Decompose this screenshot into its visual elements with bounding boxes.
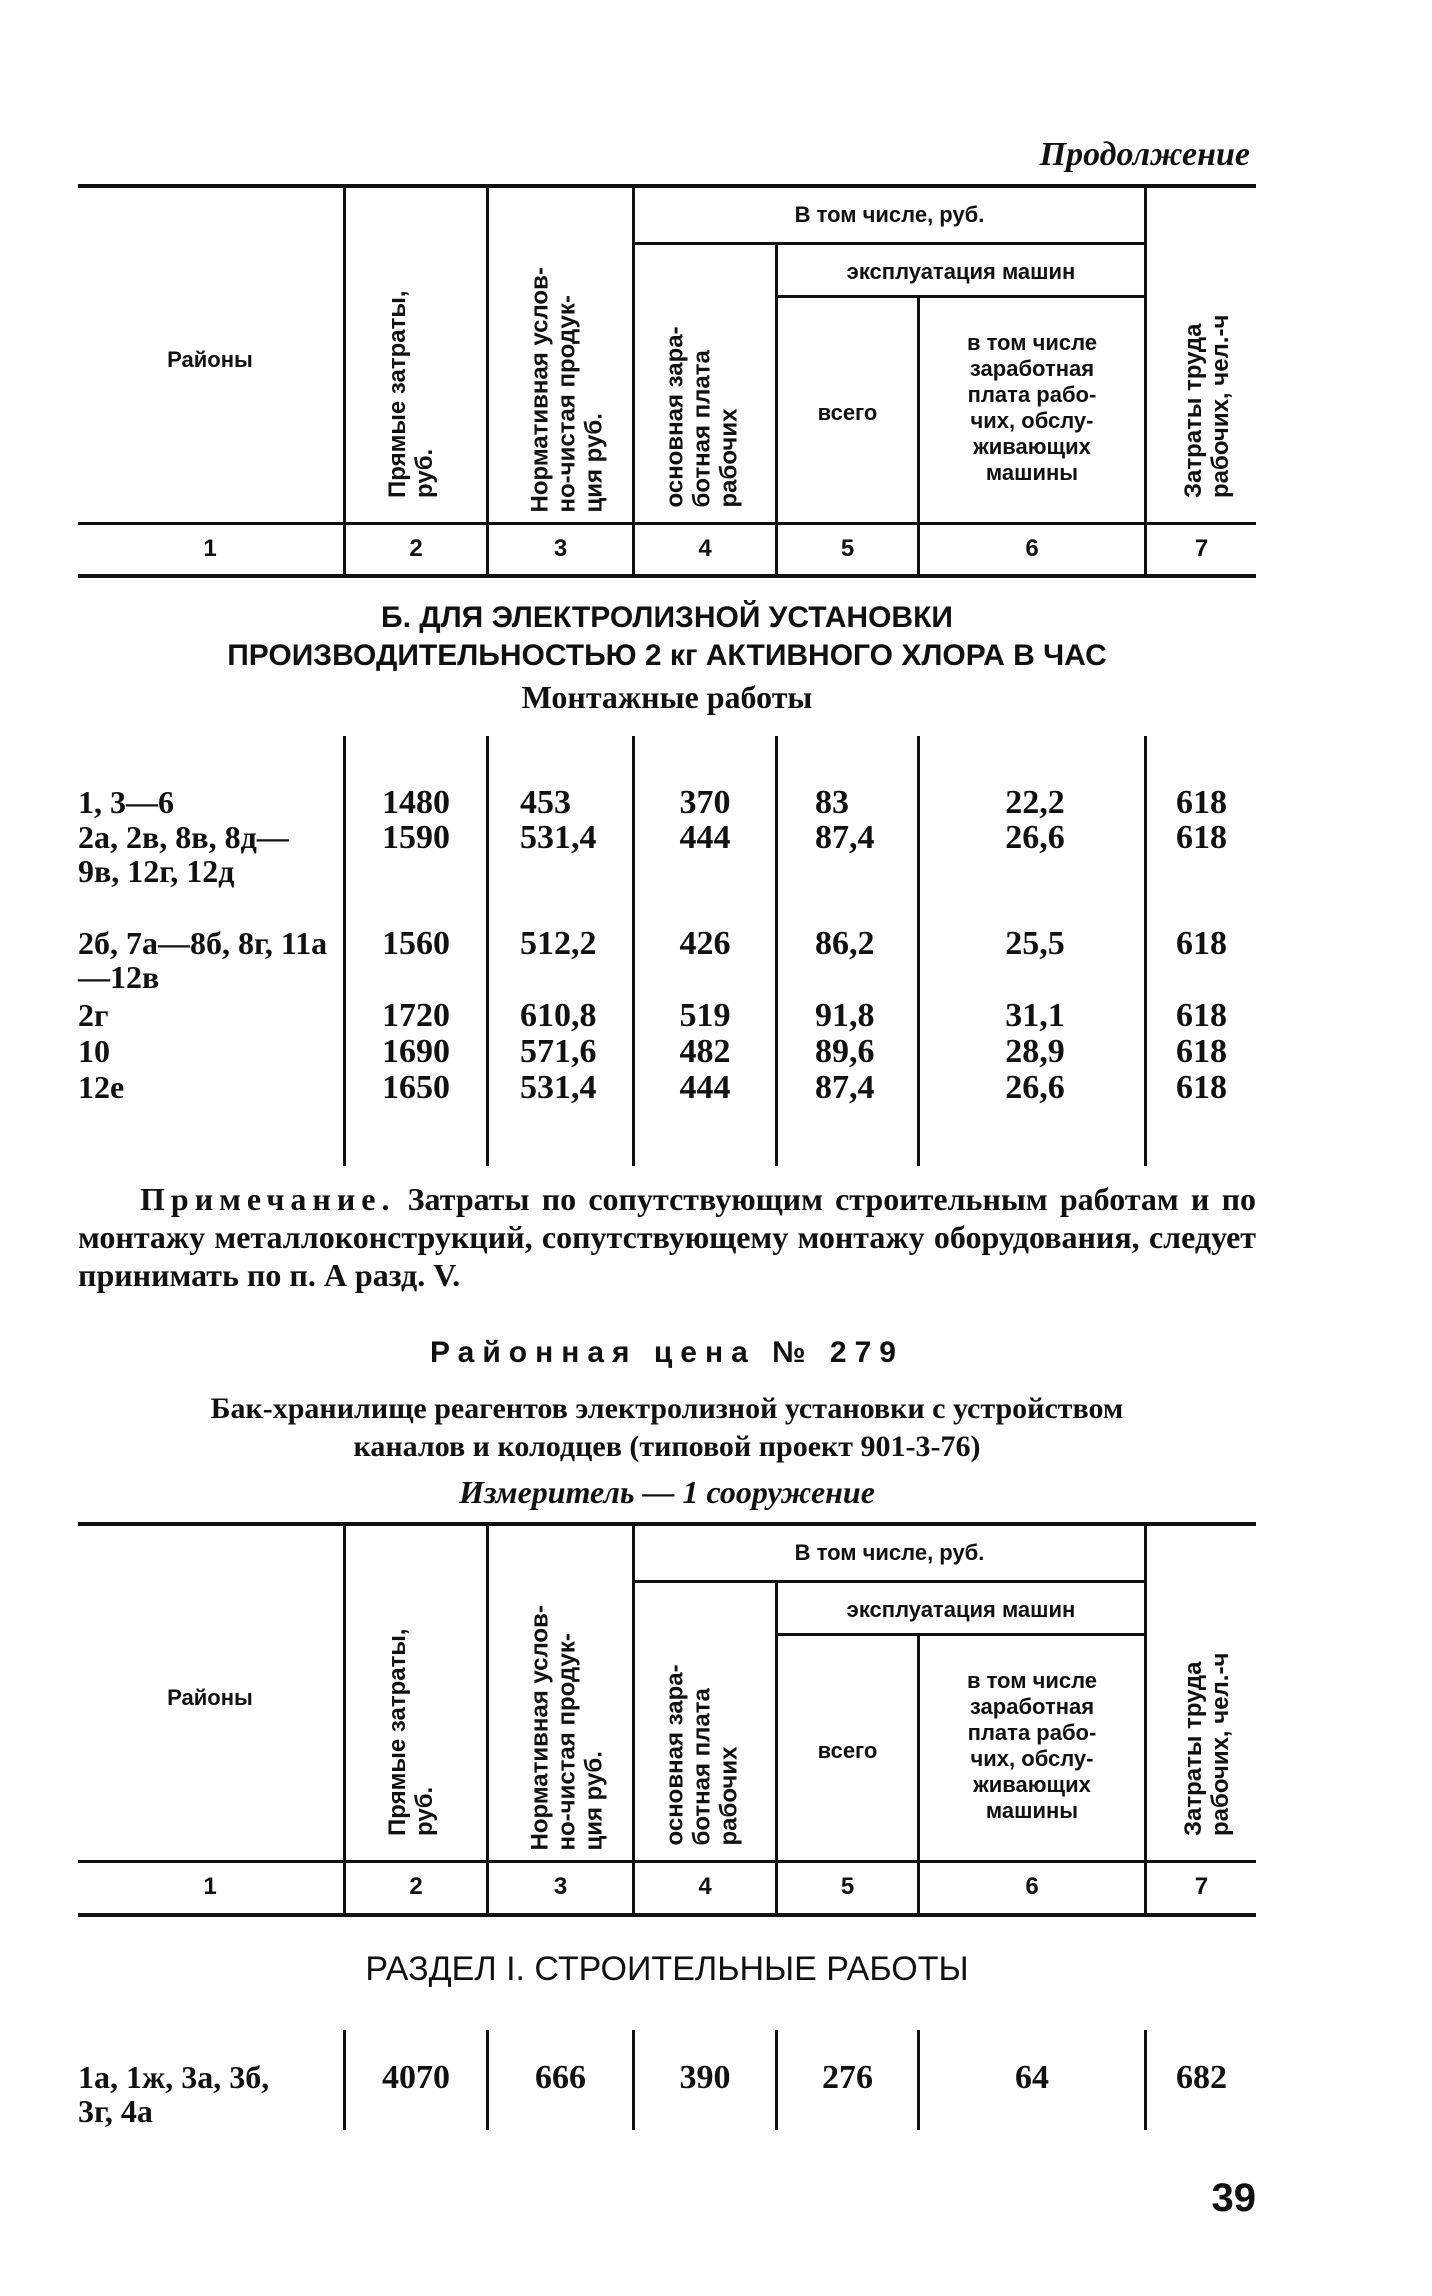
col-number-7: 7 <box>1194 1873 1209 1900</box>
table-cell: 426 <box>679 925 731 962</box>
table-cell: 1590 <box>382 819 450 856</box>
table-cell: 618 <box>1176 784 1227 821</box>
header-direct-costs: Прямые затраты, руб. <box>384 290 438 498</box>
table-cell: 86,2 <box>815 925 875 962</box>
table-cell: 1690 <box>382 1033 450 1070</box>
table-cell: 28,9 <box>1005 1033 1065 1070</box>
table-cell: 276 <box>822 2059 873 2096</box>
header-group-label: В том числе, руб. <box>794 202 985 227</box>
table-cell: 89,6 <box>815 1033 875 1070</box>
note-text: Затраты по сопутствующим строительным работам и по монтажу металлоконструкций, сопутствующему монтажу оборудования, следует принимать по п. А разд. V. <box>78 1181 1256 1293</box>
header-machines-label: эксплуатация машин <box>846 259 1076 284</box>
table-cell: 519 <box>679 997 731 1034</box>
header-base-wage: основная зара- ботная плата рабочих <box>661 1664 743 1846</box>
price-title: Районная цена № 279 <box>430 1336 904 1369</box>
col-number-5: 5 <box>840 535 855 562</box>
table-cell: 482 <box>679 1033 731 1070</box>
col-number-4: 4 <box>698 535 712 562</box>
header-regions: Районы <box>167 1685 253 1710</box>
table-cell: 22,2 <box>1005 784 1065 821</box>
table-cell: 618 <box>1176 819 1227 856</box>
table-cell: 87,4 <box>815 819 875 856</box>
table-cell: 571,6 <box>520 1033 597 1070</box>
table-row-region: 2г <box>78 997 109 1033</box>
price-description-2: каналов и колодцев (типовой проект 901-3-76) <box>353 1430 981 1463</box>
note-lead: Примечание. <box>140 1181 396 1217</box>
table-cell: 64 <box>1015 2059 1049 2096</box>
header-machine-wage: в том числе заработная плата рабо- чих, обслу- живающих машины <box>966 330 1098 485</box>
table-cell: 444 <box>679 1069 731 1106</box>
header-direct-costs: Прямые затраты, руб. <box>384 1628 438 1836</box>
table-cell: 4070 <box>382 2059 450 2096</box>
table-cell: 31,1 <box>1005 997 1065 1034</box>
table-cell: 682 <box>1176 2059 1227 2096</box>
col-number-2: 2 <box>409 1873 423 1900</box>
col-number-4: 4 <box>698 1873 712 1900</box>
col-number-1: 1 <box>203 1873 217 1900</box>
section-b-subtitle: Монтажные работы <box>521 679 813 715</box>
price-measure: Измеритель — 1 сооружение <box>459 1474 875 1510</box>
table-cell: 531,4 <box>520 819 597 856</box>
table-row-region: 1а, 1ж, 3а, 3б, 3г, 4а <box>78 2059 270 2129</box>
table-cell: 1650 <box>382 1069 450 1106</box>
table-cell: 610,8 <box>520 997 597 1034</box>
price-description-1: Бак-хранилище реагентов электролизной установки с устройством <box>210 1392 1124 1425</box>
col-number-2: 2 <box>409 535 423 562</box>
header-group-label: В том числе, руб. <box>794 1540 985 1565</box>
header-regions: Районы <box>167 347 253 372</box>
table-cell: 83 <box>815 784 849 821</box>
page-number: 39 <box>1211 2176 1256 2220</box>
continuation-label: Продолжение <box>1039 136 1250 173</box>
table-cell: 87,4 <box>815 1069 875 1106</box>
note-paragraph <box>78 1180 1256 1294</box>
header-base-wage: основная зара- ботная плата рабочих <box>661 326 743 508</box>
section-b-title-2: ПРОИЗВОДИТЕЛЬНОСТЬЮ 2 кг АКТИВНОГО ХЛОРА В ЧАС <box>227 639 1107 672</box>
table-cell: 666 <box>535 2059 586 2096</box>
header-machines-label: эксплуатация машин <box>846 1597 1076 1622</box>
header-machine-wage: в том числе заработная плата рабо- чих, обслу- живающих машины <box>966 1668 1098 1823</box>
table-row-region: 2а, 2в, 8в, 8д—9в, 12г, 12д <box>78 819 289 889</box>
table-cell: 453 <box>520 784 571 821</box>
table-cell: 1560 <box>382 925 450 962</box>
table-cell: 618 <box>1176 997 1227 1034</box>
col-number-7: 7 <box>1194 535 1209 562</box>
col-number-3: 3 <box>553 1873 568 1900</box>
table-cell: 91,8 <box>815 997 875 1034</box>
table-row-region: 2б, 7а—8б, 8г, 11а—12в <box>78 925 328 995</box>
section-1-title: РАЗДЕЛ I. СТРОИТЕЛЬНЫЕ РАБОТЫ <box>365 1950 969 1988</box>
section-b-title-1: Б. ДЛЯ ЭЛЕКТРОЛИЗНОЙ УСТАНОВКИ <box>381 601 953 634</box>
table-cell: 531,4 <box>520 1069 597 1106</box>
table-cell: 370 <box>679 784 731 821</box>
table-row-region: 1, 3—6 <box>78 784 174 820</box>
header-labor-costs: Затраты труда рабочих, чел.-ч <box>1180 314 1234 498</box>
table-cell: 1480 <box>382 784 450 821</box>
table-cell: 618 <box>1176 925 1227 962</box>
col-number-6: 6 <box>1025 535 1039 562</box>
table-cell: 618 <box>1176 1069 1227 1106</box>
header-labor-costs: Затраты труда рабочих, чел.-ч <box>1180 1652 1234 1836</box>
col-number-5: 5 <box>840 1873 855 1900</box>
table-cell: 1720 <box>382 997 450 1034</box>
table-row-region: 10 <box>78 1033 110 1069</box>
table-cell: 26,6 <box>1005 1069 1065 1106</box>
table-cell: 512,2 <box>520 925 597 962</box>
table-row-region: 12е <box>78 1069 125 1105</box>
col-number-3: 3 <box>553 535 568 562</box>
table-cell: 618 <box>1176 1033 1227 1070</box>
table-cell: 25,5 <box>1005 925 1065 962</box>
table-cell: 26,6 <box>1005 819 1065 856</box>
header-net-production: Нормативная услов- но-чистая продук- ция руб. <box>526 1605 608 1851</box>
col-number-6: 6 <box>1025 1873 1039 1900</box>
table-cell: 444 <box>679 819 731 856</box>
header-total: всего <box>817 400 878 425</box>
header-total: всего <box>817 1738 878 1763</box>
table-cell: 390 <box>679 2059 731 2096</box>
header-net-production: Нормативная услов- но-чистая продук- ция руб. <box>526 267 608 513</box>
col-number-1: 1 <box>203 535 217 562</box>
